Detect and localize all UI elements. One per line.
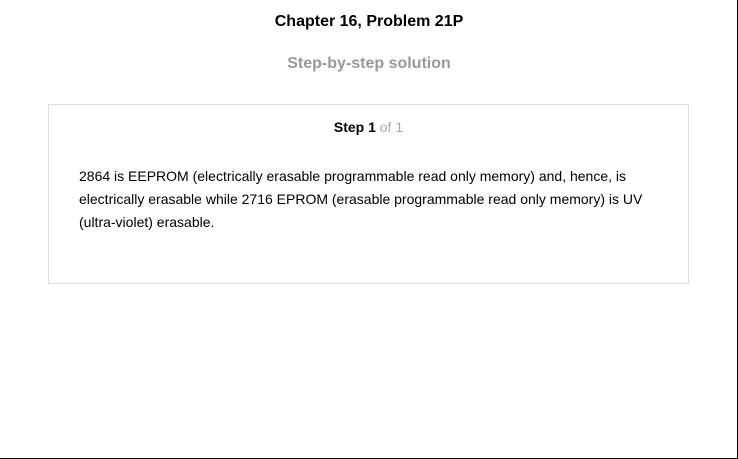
step-card bbox=[48, 104, 689, 284]
step-count: of 1 bbox=[379, 119, 404, 135]
step-body-text: 2864 is EEPROM (electrically erasable programmable read only memory) and, hence, is electrically erasable while 2716 EPROM (erasable programmable read only memory) is UV (ultra-violet) erasable. bbox=[79, 168, 643, 230]
page-title: Chapter 16, Problem 21P bbox=[274, 13, 464, 30]
solution-subtitle: Step-by-step solution bbox=[287, 55, 451, 72]
step-header bbox=[49, 118, 688, 136]
step-label: Step 1 bbox=[333, 119, 376, 135]
